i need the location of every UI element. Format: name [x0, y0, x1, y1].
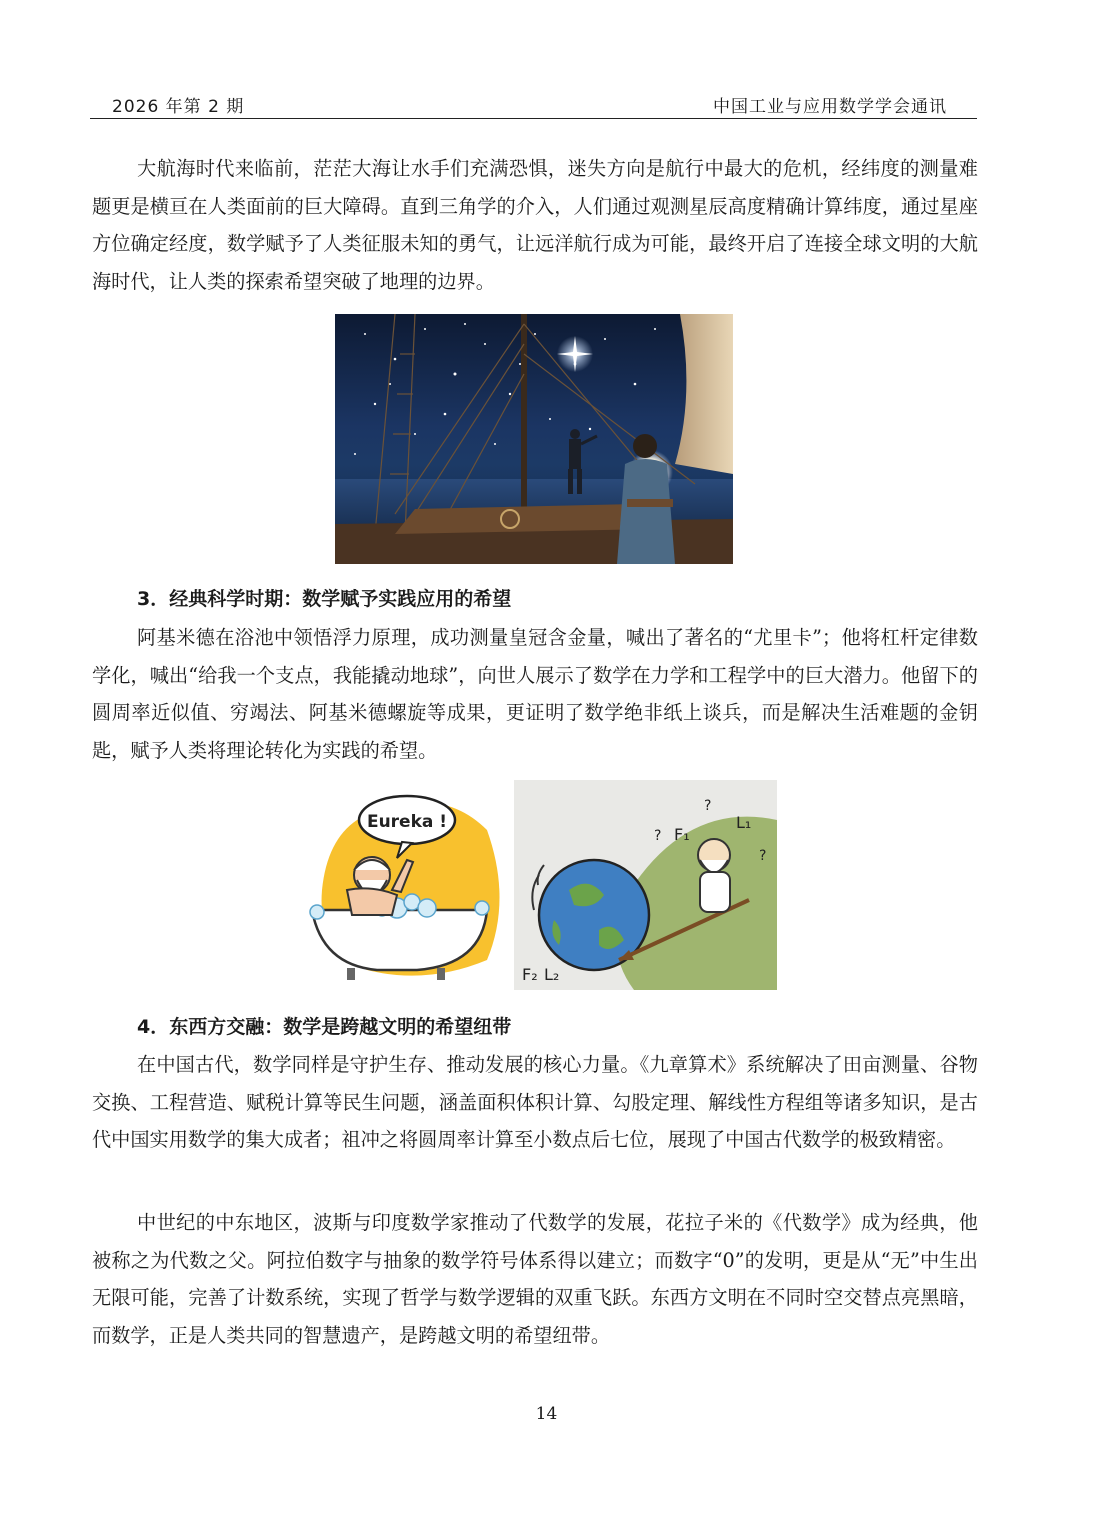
question-mark-1: ?	[654, 828, 662, 844]
lever-label-f1: F₁	[674, 825, 690, 844]
ship-night-illustration	[335, 314, 733, 564]
section-heading-3: 3．经典科学时期：数学赋予实践应用的希望	[137, 588, 512, 610]
question-mark-2: ?	[704, 798, 712, 814]
question-mark-3: ?	[759, 848, 767, 864]
paragraph-archimedes: 阿基米德在浴池中领悟浮力原理，成功测量皇冠含金量，喊出了著名的“尤里卡”；他将杠杆定律数学化，喊出“给我一个支点，我能撬动地球”，向世人展示了数学在力学和工程学中的巨大潜力。他留下的圆周率近似值、穷竭法、阿基米德螺旋等成果，更证明了数学绝非纸上谈兵，而是解决生活难题的金钥匙，赋予人类将理论转化为实践的希望。	[92, 626, 978, 762]
lever-label-l2: L₂	[544, 965, 560, 984]
paragraph-navigation: 大航海时代来临前，茫茫大海让水手们充满恐惧，迷失方向是航行中最大的危机，经纬度的测量难题更是横亘在人类面前的巨大障碍。直到三角学的介入，人们通过观测星辰高度精确计算纬度，通过星座方位确定经度，数学赋予了人类征服未知的勇气，让远洋航行成为可能，最终开启了连接全球文明的大航海时代，让人类的探索希望突破了地理的边界。	[92, 157, 978, 293]
lever-globe-illustration	[514, 780, 777, 990]
lever-label-f2: F₂	[522, 965, 538, 984]
issue-label: 2026 年第 2 期	[112, 97, 245, 117]
page-number: 14	[535, 1404, 558, 1424]
section-heading-4: 4．东西方交融：数学是跨越文明的希望纽带	[137, 1016, 512, 1038]
journal-title: 中国工业与应用数学学会通讯	[713, 97, 947, 117]
running-header	[90, 88, 977, 119]
paragraph-medieval-math: 中世纪的中东地区，波斯与印度数学家推动了代数学的发展，花拉子米的《代数学》成为经典，他被称之为代数之父。阿拉伯数字与抽象的数学符号体系得以建立；而数字“0”的发明，更是从“无”中生出无限可能，完善了计数系统，实现了哲学与数学逻辑的双重飞跃。东西方文明在不同时空交替点亮黑暗，而数学，正是人类共同的智慧遗产，是跨越文明的希望纽带。	[92, 1211, 978, 1347]
eureka-illustration	[287, 780, 510, 990]
paragraph-chinese-math: 在中国古代，数学同样是守护生存、推动发展的核心力量。《九章算术》系统解决了田亩测量、谷物交换、工程营造、赋税计算等民生问题，涵盖面积体积计算、勾股定理、解线性方程组等诸多知识，是古代中国实用数学的集大成者；祖冲之将圆周率计算至小数点后七位，展现了中国古代数学的极致精密。	[92, 1053, 978, 1151]
eureka-speech-text: Eureka !	[366, 812, 448, 832]
lever-label-l1: L₁	[736, 813, 752, 832]
